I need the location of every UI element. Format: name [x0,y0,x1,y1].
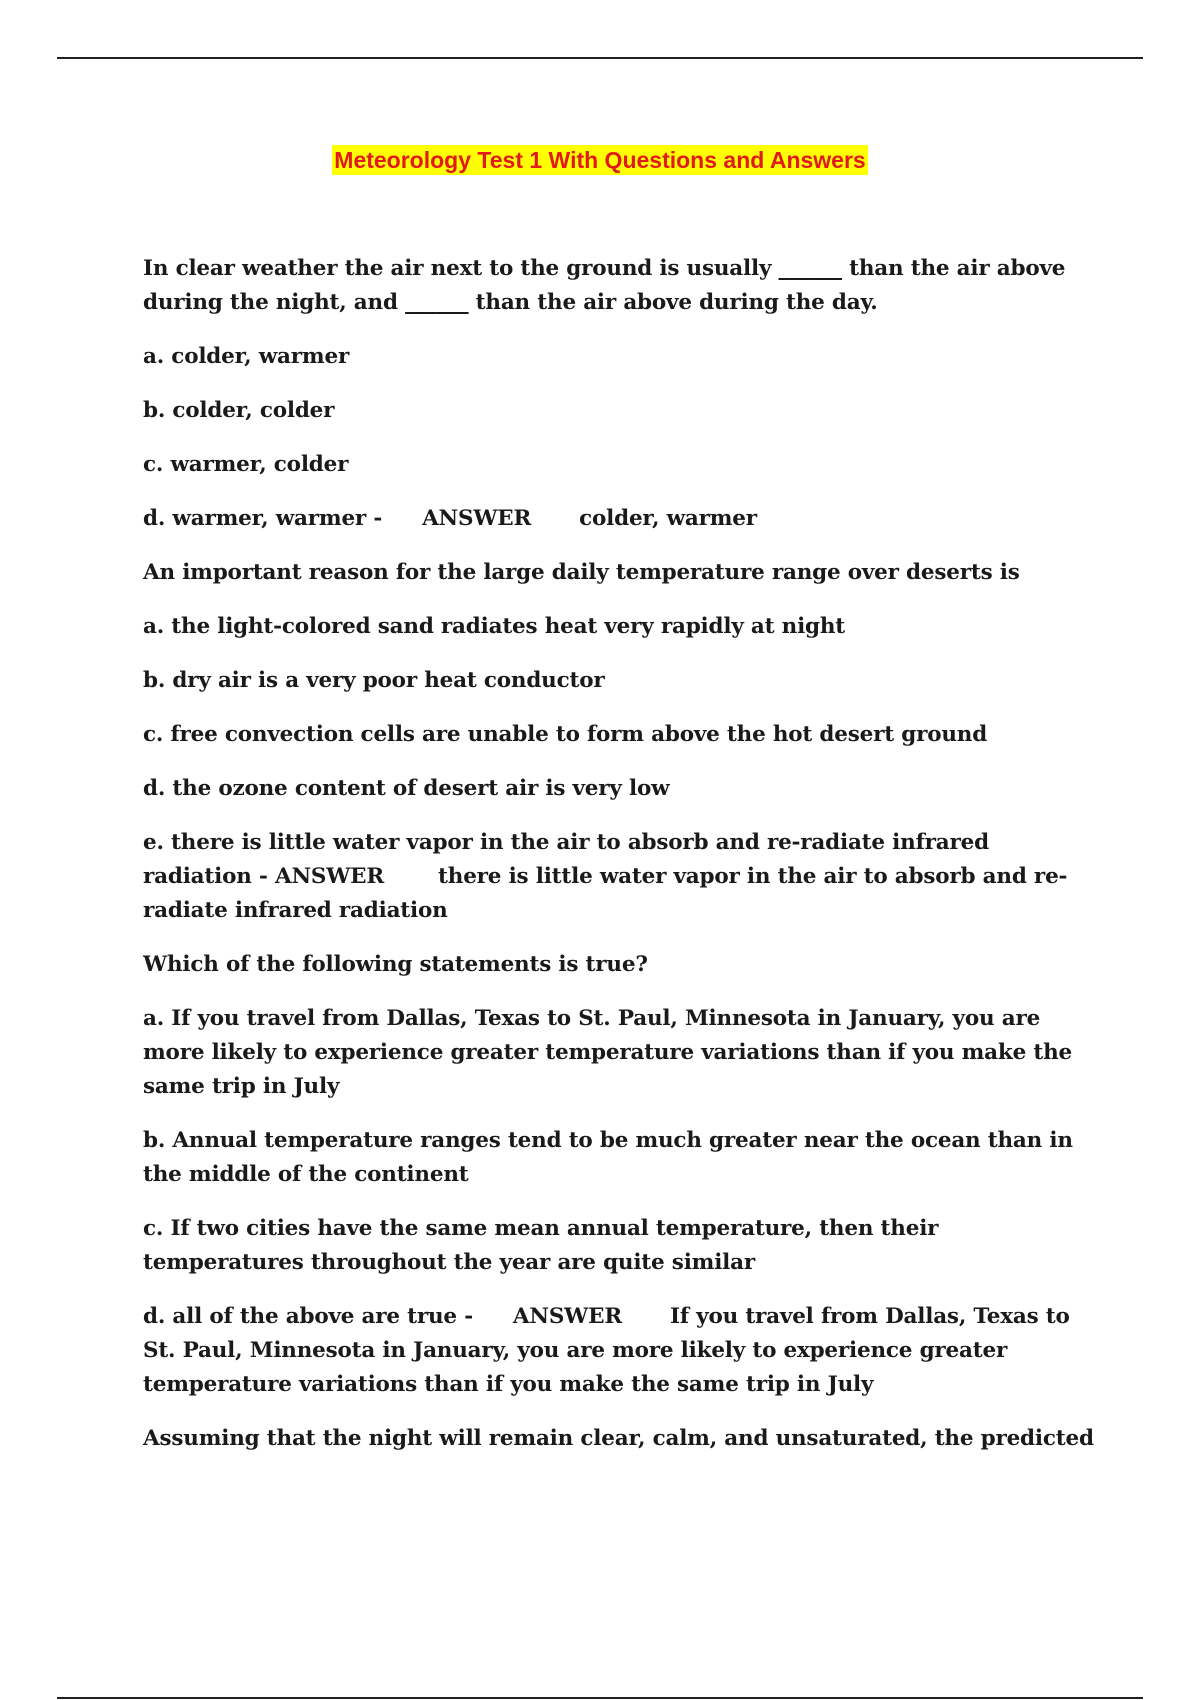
question-3-answer: If you travel from Dallas, Texas to St. Paul, Minnesota in January, you are more likely to experience greater temperature variations than if you make the same trip in July [143,1304,1070,1397]
question-1-answer: colder, warmer [579,506,757,531]
question-1-option-b: b. colder, colder [143,398,335,423]
question-3-option-a: a. If you travel from Dallas, Texas to St. Paul, Minnesota in January, you are more likely to experience greater temperature variations than if you make the same trip in July [143,1006,1072,1099]
question-2-answer: there is little water vapor in the air to absorb and re-radiate infrared radiation [143,864,1068,923]
question-1-option-d-text: d. warmer, warmer - [143,506,383,531]
question-2-stem: An important reason for the large daily temperature range over deserts is [143,560,1020,585]
question-3-option-d-text: d. all of the above are true - [143,1304,473,1329]
title-container [0,145,1200,175]
question-1-option-d [143,502,1103,536]
question-2-option-c: c. free convection cells are unable to form above the hot desert ground [143,722,988,747]
question-2-option-e [143,826,1103,928]
question-1-answer-label: ANSWER [422,506,532,531]
question-3-option-c: c. If two cities have the same mean annual temperature, then their temperatures throughout the year are quite similar [143,1216,939,1275]
question-1-option-c: c. warmer, colder [143,452,349,477]
question-2-answer-label: ANSWER [274,864,385,889]
question-2-option-b: b. dry air is a very poor heat conductor [143,668,605,693]
document-title: Meteorology Test 1 With Questions and Answers [334,147,866,173]
bottom-divider [57,1697,1143,1699]
question-3-stem: Which of the following statements is true? [143,952,648,977]
document-body [143,252,1103,1476]
top-divider [57,57,1143,59]
question-3-answer-label: ANSWER [512,1304,622,1329]
question-3-option-b: b. Annual temperature ranges tend to be much greater near the ocean than in the middle of the continent [143,1128,1073,1187]
question-2-option-e-text: e. there is little water vapor in the air to absorb and re-radiate infrared radiation - [143,830,989,889]
question-1-option-a: a. colder, warmer [143,344,350,369]
question-2-option-d: d. the ozone content of desert air is very low [143,776,670,801]
question-4-stem: Assuming that the night will remain clear, calm, and unsaturated, the predicted [143,1426,1094,1451]
question-2-option-a: a. the light-colored sand radiates heat very rapidly at night [143,614,846,639]
question-3-option-d [143,1300,1103,1402]
question-1-stem: In clear weather the air next to the ground is usually ______ than the air above during the night, and ______ than the air above during the day. [143,256,1066,315]
